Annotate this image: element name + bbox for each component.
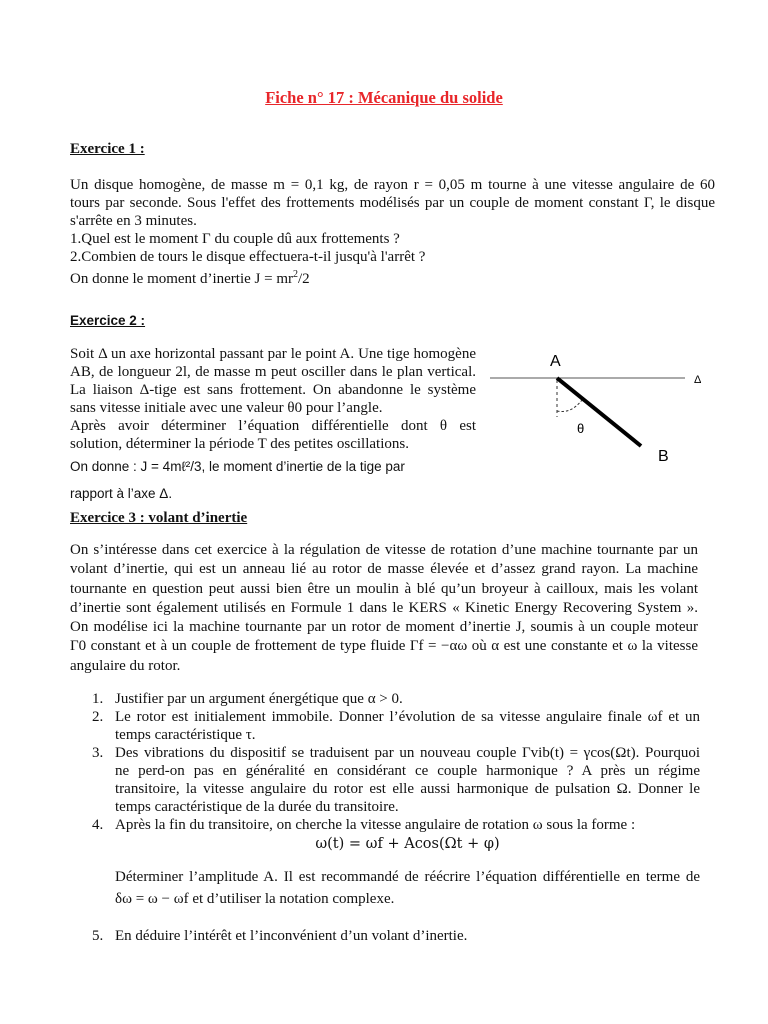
page-title: Fiche n° 17 : Mécanique du solide (265, 88, 503, 107)
exercise-3-questions (70, 690, 700, 945)
exercise-2-line: La liaison Δ-tige est sans frottement. On abandonne le système (70, 382, 476, 398)
exercise-1-line: tours par seconde. Sous l'effet des frottements modélisés par un couple de moment constant Γ, le disque (70, 195, 715, 211)
delta-label: Δ (694, 374, 702, 386)
rod-ab (557, 378, 641, 446)
exercise-1-heading: Exercice 1 : (70, 141, 145, 157)
exercise-2-line: solution, déterminer la période T des petites oscillations. (70, 436, 409, 452)
omega-equation: ω(t) = ωf + Acos(Ωt + φ) (315, 836, 500, 852)
exercise-2-line: Après avoir déterminer l’équation différentielle dont θ est (70, 418, 476, 434)
exercise-1-body (70, 176, 715, 288)
exercise-3-heading: Exercice 3 : volant d’inertie (70, 510, 248, 526)
question-2: 2. Le rotor est initialement immobile. Donner l’évolution de sa vitesse angulaire finale ωf et un temps caractéristique τ. (92, 709, 700, 743)
theta-label: θ (577, 421, 585, 436)
pendulum-diagram (480, 340, 720, 470)
exercise-2-line: sans vitesse initiale avec une valeur θ0 pour l’angle. (70, 400, 383, 416)
question-1: 1. Justifier par un argument énergétique que α > 0. (92, 691, 403, 707)
exercise-3-line: tournante en question peut aussi bien être un moulin à blé qu’un broyeur à cailloux, mais les volant (70, 580, 698, 597)
question-4: 4. Après la fin du transitoire, on cherche la vitesse angulaire de rotation ω sous la forme : ω(t) = ωf + Acos(Ωt + φ) Déterminer l’amplitude A. Il est recommandé de réécrire l’équation différentielle en terme de δω = ω − ωf et d’utiliser la notation complexe. (92, 817, 700, 907)
exercise-3-line: volant d’inertie, qui est un anneau lié au rotor de masse élevée et d’assez grand rayon. La machine (70, 561, 698, 578)
exercise-1-line: s'arrête en 3 minutes. (70, 213, 197, 229)
exercise-2-heading: Exercice 2 : (70, 313, 146, 328)
exercise-3-intro (70, 541, 698, 676)
point-b-label: B (658, 448, 669, 465)
exercise-3-line: On modélise ici la machine tournante par un rotor de moment d’inertie J, soumis à un couple moteur (70, 619, 698, 636)
exercise-3-line: On s’intéresse dans cet exercice à la régulation de vitesse de rotation d’une machine tournante par un (70, 542, 698, 558)
question-5: 5. En déduire l’intérêt et l’inconvénient d’un volant d’inertie. (92, 928, 468, 944)
exercise-3-line: Γ0 constant et à un couple de frottement de type fluide Γf = −αω où α est une constante et ω la vitesse (70, 638, 698, 655)
exercise-1-question-1: 1.Quel est le moment Γ du couple dû aux frottements ? (70, 231, 400, 247)
exercise-2-given (70, 453, 490, 507)
exercise-3-line: d’inertie sont également utilisés en Formule 1 dans le KERS « Kinetic Energy Recovering System ». (70, 599, 698, 616)
point-a-label: A (550, 353, 561, 370)
theta-arc (557, 400, 582, 412)
exercise-3-line: angulaire du rotor. (70, 657, 181, 674)
exercise-1-question-2: 2.Combien de tours le disque effectuera-t-il jusqu'à l'arrêt ? (70, 249, 426, 265)
exercise-2-body (70, 345, 476, 453)
exercise-2-given-line-2: rapport à l’axe Δ. (70, 486, 173, 501)
question-3: 3. Des vibrations du dispositif se traduisent par un nouveau couple Γvib(t) = γcos(Ωt). Pourquoi ne perd-on pas en généralité en considérant ce couple harmonique ? A près un régime transitoire, la vitesse angulaire du rotor est elle aussi harmonique de pulsation Ω. Donner le temps caractéristique de la durée du transitoire. (92, 745, 700, 815)
exercise-2-line: Soit Δ un axe horizontal passant par le point A. Une tige homogène (70, 346, 476, 362)
exercise-1-line: Un disque homogène, de masse m = 0,1 kg, de rayon r = 0,05 m tourne à une vitesse angulaire de 60 (70, 177, 715, 193)
exercise-2-given-line-1: On donne : J = 4mℓ²/3, le moment d’inertie de la tige par (70, 459, 405, 474)
exercise-1-inertia: On donne le moment d’inertie $J = mr^2/2$ (70, 269, 310, 287)
exercise-2-line: AB, de longueur 2l, de masse m peut osciller dans le plan vertical. (70, 364, 476, 380)
